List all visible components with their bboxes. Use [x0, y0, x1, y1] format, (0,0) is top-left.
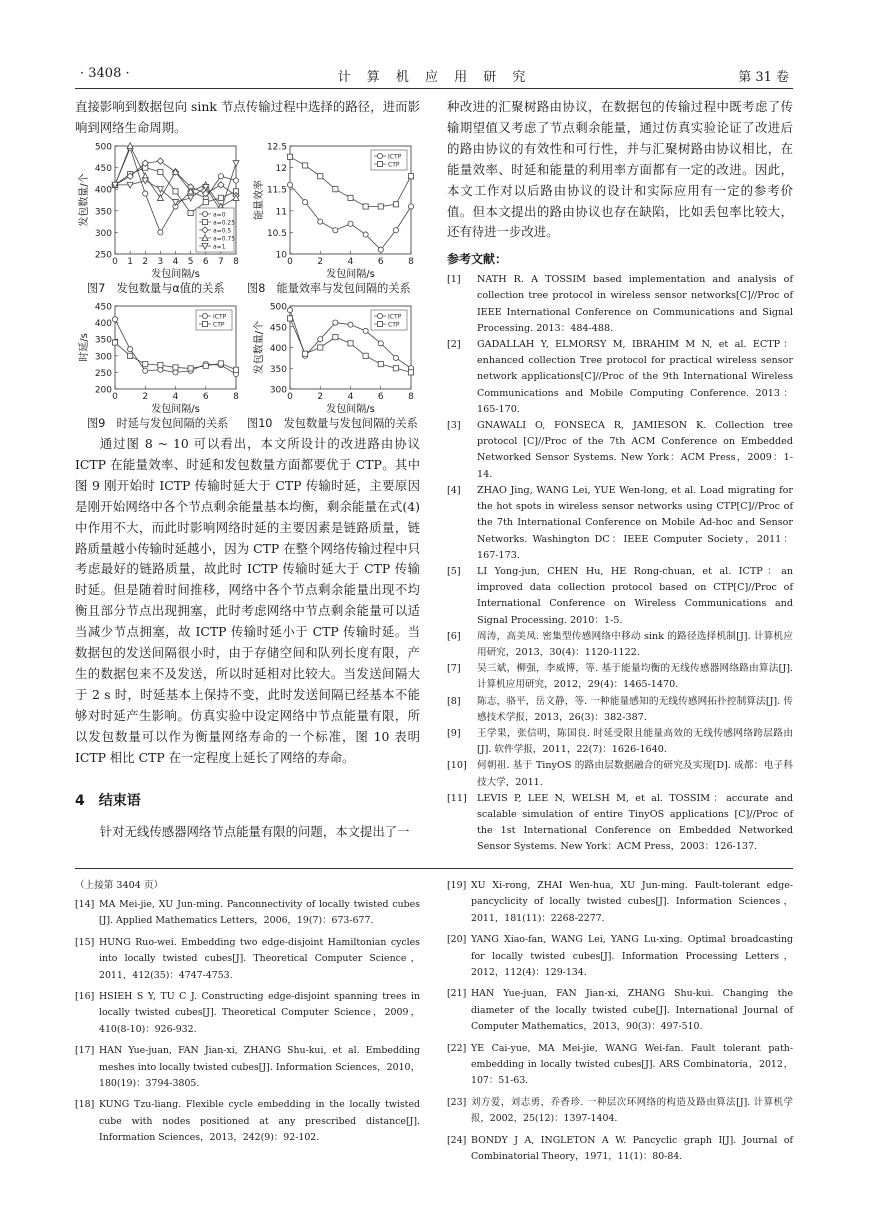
reference-text: KUNG Tzu-liang. Flexible cycle embedding in the locally twisted cube with nodes positioned at any prescribed distance[J]. Information Sciences，2013，242(9)：92-102. — [99, 1099, 420, 1144]
data-point — [218, 182, 224, 188]
legend-marker — [377, 161, 382, 166]
continued-note: （上接第 3404 页） — [75, 880, 164, 891]
y-tick-label: 250 — [94, 368, 112, 379]
reference-item — [75, 935, 420, 984]
reference-item — [447, 878, 793, 927]
legend-label: a=0 — [213, 211, 226, 219]
x-tick-label: 7 — [218, 257, 224, 267]
data-point — [408, 174, 413, 179]
data-point — [218, 174, 223, 179]
reference-text: 陈志，骆平，岳文静，等. 一种能量感知的无线传感网拓扑控制算法[J]. 传感技术学报，2013，26(3)：382-387. — [477, 695, 793, 723]
data-point — [188, 366, 193, 371]
x-tick-label: 3 — [157, 257, 164, 267]
reference-text: YANG Xiao-fan, WANG Lei, YANG Lu-xing. Optimal broadcasting for locally twisted cubes[J]. Information Processing Letters，2012，112(4)：129-134. — [471, 934, 793, 979]
reference-item — [447, 629, 793, 661]
reference-number: [4] — [447, 484, 461, 496]
reference-text: YE Cai-yue, MA Mei-jie, WANG Wei-fan. Fault tolerant path-embedding in locally twisted cubes[J]. ARS Combinatoria，2012，107：51-63. — [471, 1042, 793, 1087]
data-point — [333, 228, 338, 233]
legend-marker — [202, 211, 207, 216]
y-tick-label: 450 — [94, 164, 112, 175]
data-point — [318, 219, 323, 224]
figure-9-chart — [75, 300, 250, 415]
data-point — [363, 328, 368, 333]
bottom-right-refs — [447, 878, 793, 1171]
y-tick-label: 11.5 — [266, 185, 287, 196]
data-point — [112, 317, 117, 322]
reference-number: [6] — [447, 630, 461, 642]
legend — [196, 208, 235, 252]
x-tick-label: 4 — [172, 257, 179, 267]
reference-item — [447, 791, 793, 856]
right-column — [447, 97, 793, 856]
y-tick-label: 500 — [269, 302, 287, 313]
data-point — [157, 158, 163, 164]
reference-number: [9] — [447, 727, 461, 739]
reference-number: [8] — [447, 695, 461, 707]
x-axis-label: 发包间隔/s — [151, 404, 200, 415]
legend-label: ICTP — [388, 153, 402, 161]
legend — [196, 310, 232, 330]
volume-label: 第 31 卷 — [738, 70, 789, 85]
data-point — [143, 191, 148, 196]
x-tick-label: 8 — [233, 392, 239, 402]
reference-text: GNAWALI O, FONSECA R, JAMIESON K. Collection tree protocol [C]//Proc of the 7th ACM Conference on Embedded Networked Sensor Systems. New York：ACM Press，2009：1-14. — [477, 420, 793, 480]
conclusion-paragraph-start: 针对无线传感器网络节点能量有限的问题，本文提出了一 — [99, 824, 410, 839]
data-point — [143, 368, 148, 373]
data-point — [393, 202, 398, 207]
reference-text: 王学果，张信明，陈国良. 时延受限且能量高效的无线传感网络跨层路由[J]. 软件学报，2011，22(7)：1626-1640. — [477, 727, 793, 756]
data-point — [378, 204, 383, 209]
data-point — [348, 195, 353, 200]
reference-item — [447, 483, 793, 564]
reference-number: [7] — [447, 663, 461, 675]
reference-text: ZHAO Jing, WANG Lei, YUE Wen-long, et al. Load migrating for the hot spots in wireless sensor networks using CTP[C]//Proc of the 7th International Conference on Mobile Ad-hoc and Sensor Networks. Washington DC：IEEE Computer Society，2011：167-173. — [477, 484, 793, 561]
reference-text: 刘方爱，刘志勇，乔香珍. 一种层次环网络的构造及路由算法[J]. 计算机学报，2002，25(12)：1397-1404. — [471, 1096, 793, 1125]
data-point — [363, 232, 368, 237]
x-tick-label: 0 — [287, 257, 293, 267]
y-tick-label: 200 — [94, 385, 112, 396]
reference-number: [11] — [447, 792, 467, 804]
data-point — [128, 347, 133, 352]
legend-label: ICTP — [388, 313, 402, 321]
data-point — [348, 341, 353, 346]
page-number: · 3408 · — [80, 66, 130, 81]
y-tick-label: 450 — [94, 302, 112, 313]
reference-text: NATH R. A TOSSIM based implementation and analysis of collection tree protocol in wireless sensor networks[C]//Proc of IEEE International Conference on Communications and Signal Processing. 2013：484-488. — [477, 274, 793, 334]
reference-item — [447, 661, 793, 693]
x-tick-label: 2 — [317, 392, 324, 402]
intro-paragraph: 直接影响到数据包向 sink 节点传输过程中选择的路径，进而影响到网络生命周期。 — [75, 99, 420, 135]
reference-item — [447, 1133, 793, 1166]
y-tick-label: 400 — [94, 319, 112, 330]
header-rule — [75, 88, 793, 89]
data-point — [378, 341, 383, 346]
x-tick-label: 6 — [377, 392, 384, 402]
data-point — [348, 322, 353, 327]
reference-item — [447, 758, 793, 790]
x-axis-label: 发包间隔/s — [151, 269, 200, 280]
data-point — [318, 337, 323, 342]
y-tick-label: 500 — [94, 142, 112, 153]
y-tick-label: 10.5 — [266, 228, 287, 239]
x-axis-label: 发包间隔/s — [326, 269, 375, 280]
legend — [371, 310, 407, 330]
legend-label: a=1 — [213, 243, 226, 251]
y-tick-label: 350 — [94, 207, 112, 218]
series-line — [290, 185, 411, 250]
legend-label: a=0.25 — [213, 219, 236, 227]
x-tick-label: 0 — [112, 392, 118, 402]
legend — [371, 150, 407, 170]
reference-number: [19] — [447, 880, 467, 891]
chart-svg — [250, 140, 425, 280]
reference-number: [1] — [447, 274, 461, 286]
x-tick-label: 2 — [317, 257, 324, 267]
reference-number: [2] — [447, 339, 461, 351]
reference-number: [10] — [447, 760, 467, 772]
reference-number: [3] — [447, 420, 461, 432]
journal-title: 计 算 机 应 用 研 究 — [337, 70, 532, 85]
bottom-rule — [75, 868, 793, 869]
x-axis-label: 发包间隔/s — [326, 404, 375, 415]
figure-8-chart — [250, 140, 425, 280]
reference-text: MA Mei-jie, XU Jun-ming. Panconnectivity of locally twisted cubes [J]. Applied Mathematics Letters，2006，19(7)：673-677. — [99, 899, 420, 927]
data-point — [348, 221, 353, 226]
reference-item — [447, 564, 793, 629]
data-point — [112, 340, 117, 345]
x-tick-label: 8 — [233, 257, 239, 267]
y-tick-label: 300 — [269, 385, 287, 396]
reference-text: HAN Yue-juan, FAN Jian-xi, ZHANG Shu-kui. Changing the diameter of the locally twisted cube[J]. International Journal of Computer Mathematics，2013，90(3)：497-510. — [471, 988, 793, 1033]
section-heading: 4 结束语 — [75, 793, 141, 809]
reference-text: XU Xi-rong, ZHAI Wen-hua, XU Jun-ming. Fault-tolerant edge-pancyclicity of locally twisted cubes[J]. Information Sciences，2011，181(11)：2268-2277. — [471, 880, 793, 924]
x-tick-label: 8 — [408, 257, 414, 267]
data-point — [173, 370, 178, 375]
reference-number: [21] — [447, 988, 467, 1000]
figure-10-chart — [250, 300, 425, 415]
reference-item — [447, 1041, 793, 1090]
reference-number: [20] — [447, 934, 467, 946]
reference-item — [447, 272, 793, 337]
y-tick-label: 12 — [275, 164, 287, 175]
y-tick-label: 300 — [94, 352, 112, 363]
reference-item — [447, 418, 793, 483]
reference-number: [14] — [75, 899, 95, 910]
figure-10-caption: 图10 发包数量与发包间隔的关系 — [247, 417, 418, 430]
data-point — [143, 362, 148, 367]
reference-text: HAN Yue-juan, FAN Jian-xi, ZHANG Shu-kui, et al. Embedding meshes into locally twisted cubes[J]. Information Sciences，2010，180(19)：3794-3805. — [99, 1045, 420, 1090]
y-tick-label: 450 — [269, 323, 287, 334]
references-title: 参考文献： — [447, 252, 508, 267]
running-header — [0, 60, 869, 90]
data-point — [233, 178, 238, 183]
reference-text: 吴三斌，柳强，李威博，等. 基于能量均衡的无线传感器网络路由算法[J]. 计算机应用研究，2012，29(4)：1465-1470. — [477, 663, 793, 691]
left-body — [75, 434, 420, 769]
legend-marker — [202, 313, 207, 318]
reference-item — [447, 726, 793, 758]
analysis-paragraph: 通过图 8 ~ 10 可以看出，本文所设计的改进路由协议 ICTP 在能量效率、时延和发包数量方面都要优于 CTP。其中图 9 刚开始时 ICTP 传输时延大于 CTP 传输时延，主要原因是刚开始网络中各个节点剩余能量基本均衡，剩余能量在式(4)中作用不大，而此时影响网络时延的主要因素是链路质量，链路质量越小传输时延越小，因为 CTP 在整个网络传输过程中只考虑最好的链路质量，故此时 ICTP 传输时延大于 CTP 传输时延。但是随着时间推移，网络中各个节点剩余能量出现不均衡且部分节点出现拥塞，此时考虑网络中节点剩余能量可以适当减少节点拥塞，故 ICTP 传输时延小于 CTP 传输时延。当数据包的发送间隔很小时，由于存储空间和队列长度有限，产生的数据包来不及发送，所以时延相对比较大。当发送间隔大于 2 s 时，时延基本上保持不变，此时发送间隔已经基本不能够对时延产生影响。仿真实验中设定网络中节点能量有限，所以发包数量可以作为衡量网络寿命的一个标准，图 10 表明 ICTP 相比 CTP 在一定程度上延长了网络的寿命。 — [75, 436, 420, 765]
legend-label: a=0.75 — [213, 235, 236, 243]
data-point — [287, 316, 292, 321]
chart-svg — [75, 300, 250, 415]
x-tick-label: 6 — [377, 257, 384, 267]
y-tick-label: 350 — [94, 335, 112, 346]
y-axis-label: 能量效率 — [254, 180, 265, 220]
data-point — [408, 370, 413, 375]
y-tick-label: 350 — [269, 364, 287, 375]
y-tick-label: 300 — [94, 228, 112, 239]
legend-marker — [202, 219, 207, 224]
legend-label: a=0.5 — [213, 227, 232, 235]
x-tick-label: 2 — [142, 257, 149, 267]
reference-text: 何朝祖. 基于 TinyOS 的路由层数据融合的研究及实现[D]. 成都：电子科技大学，2011. — [477, 760, 793, 788]
reference-number: [23] — [447, 1096, 467, 1108]
y-axis-label: 发包数量/个 — [254, 320, 265, 375]
data-point — [233, 367, 238, 372]
data-point — [287, 154, 292, 159]
data-point — [378, 362, 383, 367]
x-tick-label: 8 — [408, 392, 414, 402]
reference-item — [447, 1095, 793, 1128]
legend-marker — [202, 321, 207, 326]
data-point — [303, 163, 308, 168]
reference-item — [447, 986, 793, 1035]
reference-number: [22] — [447, 1042, 467, 1054]
x-tick-label: 0 — [112, 257, 118, 267]
figure-9-caption: 图9 时延与发包间隔的关系 — [87, 417, 229, 430]
chart-svg — [250, 300, 425, 415]
y-tick-label: 11 — [275, 207, 287, 218]
data-point — [203, 363, 208, 368]
data-point — [287, 182, 292, 187]
reference-text: GADALLAH Y, ELMORSY M, IBRAHIM M N, et al. ECTP：enhanced collection Tree protocol for practical wireless sensor network applications[C]//Proc of the 9th International Wireless Communications and Mobile Computing Conference. 2013：165-170. — [477, 339, 793, 415]
y-tick-label: 250 — [94, 250, 112, 261]
data-point — [318, 345, 323, 350]
y-tick-label: 400 — [269, 344, 287, 354]
data-point — [158, 169, 163, 174]
reference-text: HSIEH S Y, TU C J. Constructing edge-disjoint spanning trees in locally twisted cubes[J]. Theoretical Computer Science，2009，410(8-10)：926-932. — [99, 991, 420, 1035]
conclusion-start — [75, 822, 420, 843]
y-axis-label: 发包数量/个 — [79, 173, 90, 227]
data-point — [287, 308, 292, 313]
legend-label: ICTP — [213, 313, 227, 321]
data-point — [333, 187, 338, 192]
y-tick-label: 12.5 — [266, 142, 287, 153]
reference-text: HUNG Ruo-wei. Embedding two edge-disjoint Hamiltonian cycles into locally twisted cubes[J]. Theoretical Computer Science，2011，412(35)：4747-4753. — [99, 936, 420, 981]
reference-item — [75, 1043, 420, 1092]
data-point — [393, 228, 398, 233]
bottom-right-reference-list — [447, 878, 793, 1166]
reference-text: LI Yong-jun, CHEN Hu, HE Rong-chuan, et al. ICTP：an improved data collection protocol based on CTP[C]//Proc of International Conference on Wireless Communications and Signal Processing. 2010：1-5. — [477, 565, 793, 626]
data-point — [188, 210, 193, 215]
reference-text: 周涛，高美凤. 密集型传感网络中移动 sink 的路径选择机制[J]. 计算机应用研究，2013，30(4)：1120-1122. — [477, 630, 793, 658]
legend-marker — [377, 313, 382, 318]
data-point — [393, 366, 398, 371]
figure-7-caption: 图7 发包数量与α值的关系 — [87, 282, 225, 295]
reference-item — [75, 1097, 420, 1146]
legend-label: CTP — [388, 321, 400, 329]
legend-label: CTP — [388, 161, 400, 169]
data-point — [157, 187, 163, 193]
reference-item — [75, 897, 420, 930]
data-point — [218, 361, 223, 366]
data-point — [218, 195, 223, 200]
x-tick-label: 2 — [142, 392, 149, 402]
x-tick-label: 4 — [347, 257, 354, 267]
data-point — [333, 320, 338, 325]
bottom-left-refs — [75, 878, 420, 1152]
reference-text: LEVIS P, LEE N, WELSH M, et al. TOSSIM：accurate and scalable simulation of entire TinyOS applications [C]//Proc of the 1st International Conference on Embedded Networked Sensor Systems. New York：ACM Press，2003：126-137. — [477, 792, 793, 853]
reference-number: [15] — [75, 936, 95, 948]
reference-list — [447, 272, 793, 855]
reference-number: [16] — [75, 991, 95, 1003]
reference-number: [17] — [75, 1045, 95, 1057]
data-point — [128, 353, 133, 358]
reference-item — [447, 932, 793, 981]
reference-text: BONDY J A, INGLETON A W. Pancyclic graph I[J]. Journal of Combinatorial Theory，1971，11(1)：80-84. — [471, 1134, 793, 1163]
data-point — [173, 365, 178, 370]
data-point — [203, 200, 208, 205]
data-point — [303, 351, 308, 356]
data-point — [363, 353, 368, 358]
chart-svg — [75, 140, 250, 280]
y-axis-label: 时延/s — [79, 333, 90, 362]
x-tick-label: 4 — [172, 392, 179, 402]
y-tick-label: 400 — [94, 185, 112, 196]
data-point — [318, 174, 323, 179]
data-point — [333, 335, 338, 340]
legend-marker — [377, 321, 382, 326]
reference-item — [447, 337, 793, 418]
data-point — [233, 161, 239, 167]
reference-number: [5] — [447, 565, 461, 577]
data-point — [408, 204, 413, 209]
data-point — [158, 230, 163, 235]
data-point — [363, 204, 368, 209]
series-markers — [287, 182, 413, 252]
data-point — [303, 200, 308, 205]
reference-item — [75, 989, 420, 1038]
conclusion-paragraph: 种改进的汇聚树路由协议，在数据包的传输过程中既考虑了传输期望值又考虑了节点剩余能量，通过仿真实验论证了改进后的路由协议的有效性和可行性，并与汇聚树路由协议相比，在能量效率、时延和能量的利用率方面都有一定的改进。因此，本文工作对以后路由协议的设计和实际应用有一定的参考价值。但本文提出的路由协议也存在缺陷，比如丢包率比较大，还有待进一步改进。 — [447, 99, 793, 240]
y-tick-label: 10 — [275, 250, 287, 261]
x-tick-label: 1 — [127, 257, 133, 267]
x-tick-label: 5 — [187, 257, 194, 267]
figure-8-caption: 图8 能量效率与发包间隔的关系 — [247, 282, 411, 295]
x-tick-label: 0 — [287, 392, 293, 402]
legend-marker — [377, 153, 382, 158]
reference-number: [18] — [75, 1099, 95, 1111]
x-tick-label: 6 — [202, 257, 209, 267]
data-point — [378, 247, 383, 252]
legend-label: CTP — [213, 321, 225, 329]
data-point — [158, 362, 163, 367]
reference-item — [447, 694, 793, 726]
data-point — [393, 355, 398, 360]
x-tick-label: 4 — [347, 392, 354, 402]
x-tick-label: 6 — [202, 392, 209, 402]
figure-7-chart — [75, 140, 250, 280]
bottom-left-reference-list — [75, 897, 420, 1147]
left-intro — [75, 97, 420, 139]
reference-number: [24] — [447, 1134, 467, 1146]
data-point — [173, 189, 178, 194]
